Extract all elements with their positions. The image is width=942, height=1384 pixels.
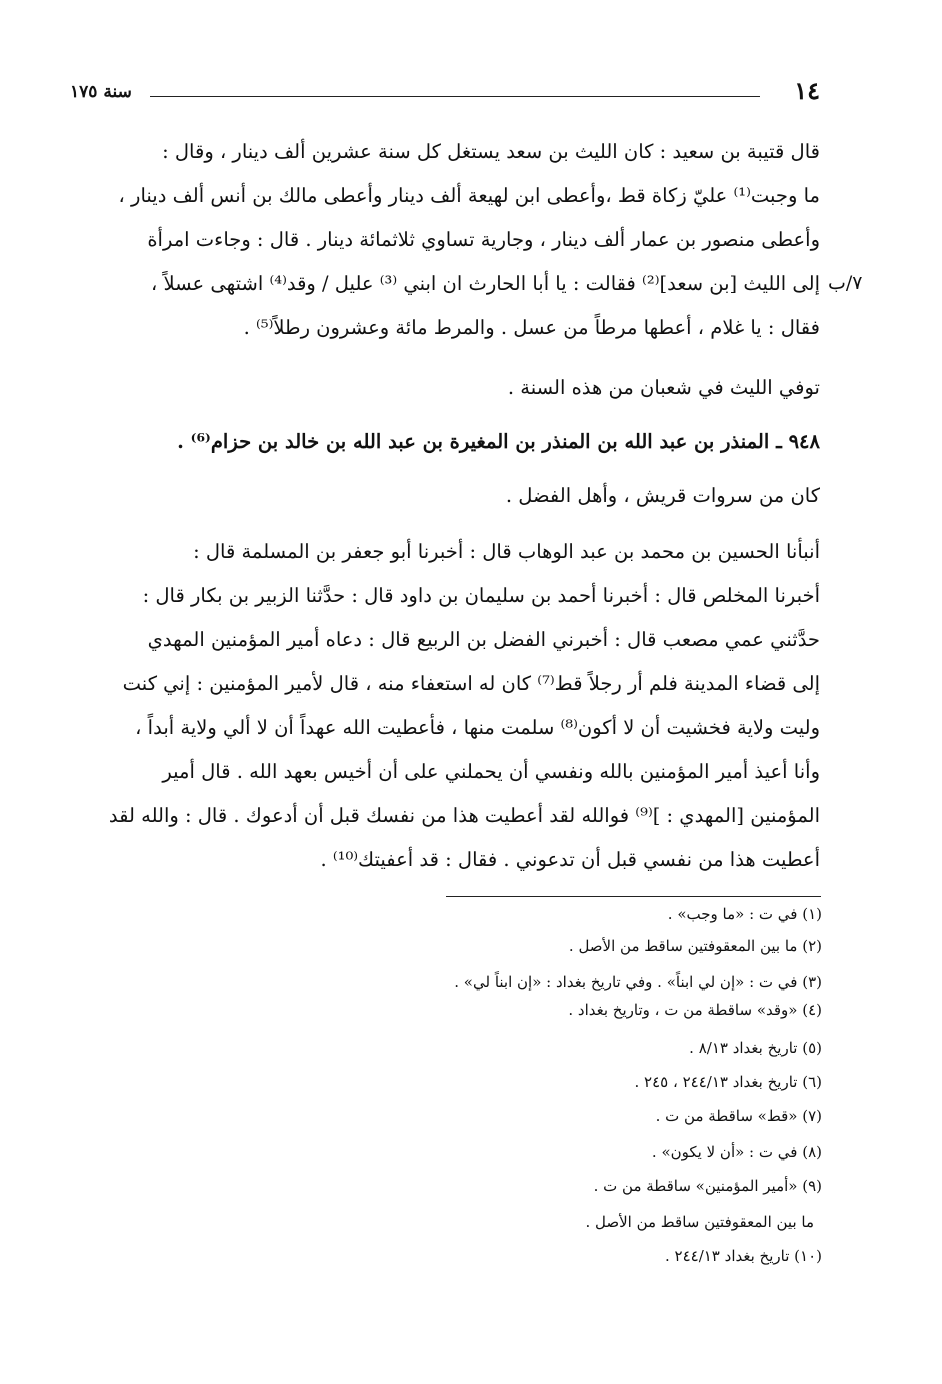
footnote-item: (٦) تاريخ بغداد ٢٤٤/١٣ ، ٢٤٥ .: [634, 1073, 822, 1091]
footnote-item: (٩) «أمير المؤمنين» ساقطة من ت .: [593, 1177, 822, 1195]
text-line: إلى قضاء المدينة فلم أر رجلاً قط⁽⁷⁾ كان له استعفاء منه ، قال لأمير المؤمنين : إني كنت: [122, 672, 820, 695]
footnote-item: (١٠) تاريخ بغداد ٢٤٤/١٣ .: [664, 1247, 822, 1265]
text-line: قال قتيبة بن سعيد : كان الليث بن سعد يستغل كل سنة عشرين ألف دينار ، وقال :: [162, 140, 820, 163]
main-text: [75, 132, 820, 892]
entry-heading: ٩٤٨ ـ المنذر بن عبد الله بن المنذر بن المغيرة بن عبد الله بن خالد بن حزام⁽⁶⁾ .: [177, 430, 820, 453]
text-line: المؤمنين [المهدي : ]⁽⁹⁾ فوالله لقد أعطيت هذا من نفسك قبل أن أدعوك . قال : والله لقد: [108, 804, 820, 827]
text-line: وأنا أعيذ أمير المؤمنين بالله ونفسي أن يحملني على أن أخيس بعهد الله . قال أمير: [162, 760, 820, 783]
footnote-rule: [446, 896, 821, 897]
footnote-item: (٥) تاريخ بغداد ٨/١٣ .: [689, 1039, 822, 1057]
footnote-item: (٢) ما بين المعقوفتين ساقط من الأصل .: [568, 937, 822, 955]
text-line: وليت ولاية فخشيت أن لا أكون⁽⁸⁾ سلمت منها ، فأعطيت الله عهداً أن لا ألي ولاية أبداً ،: [135, 716, 820, 739]
text-line: حدَّثني عمي مصعب قال : أخبرني الفضل بن الربيع قال : دعاه أمير المؤمنين المهدي: [147, 628, 820, 651]
year-label: سنة ١٧٥: [70, 82, 132, 102]
folio-marker: ٧/ب: [828, 272, 863, 294]
footnote-item: (٧) «قط» ساقطة من ت .: [655, 1107, 822, 1125]
text-line: وأعطى منصور بن عمار ألف دينار ، وجارية تساوي ثلاثمائة دينار . قال : وجاءت امرأة: [147, 228, 820, 251]
text-line: إلى الليث [بن سعد]⁽²⁾ فقالت : يا أبا الحارث ان ابني ⁽³⁾ عليل / وقد⁽⁴⁾ اشتهى عسلاً ،: [151, 272, 820, 295]
text-line: أنبأنا الحسين بن محمد بن عبد الوهاب قال : أخبرنا أبو جعفر بن المسلمة قال :: [193, 540, 820, 563]
text-line: أعطيت هذا من نفسي قبل أن تدعوني . فقال : قد أعفيتك⁽¹⁰⁾ .: [320, 848, 820, 871]
text-line: ما وجبت⁽¹⁾ عليّ زكاة قط ،وأعطى ابن لهيعة ألف دينار وأعطى مالك بن أنس ألف دينار ،: [118, 184, 820, 207]
footnote-item: (١) في ت : «ما وجب» .: [667, 905, 822, 923]
footnote-item: (٣) في ت : «إن لي ابناً» . وفي تاريخ بغداد : «إن ابناً لي» .: [454, 973, 822, 991]
text-line: أخبرنا المخلص قال : أخبرنا أحمد بن سليمان بن داود قال : حدَّثنا الزبير بن بكار قال :: [142, 584, 820, 607]
header-rule: [150, 96, 760, 97]
text-line: فقال : يا غلام ، أعطها مرطاً من عسل . والمرط مائة وعشرون رطلاً⁽⁵⁾ .: [243, 316, 820, 339]
page-number: ١٤: [794, 76, 820, 105]
footnote-item: ما بين المعقوفتين ساقط من الأصل .: [585, 1213, 814, 1231]
text-line: كان من سروات قريش ، وأهل الفضل .: [505, 484, 820, 507]
text-line: توفي الليث في شعبان من هذه السنة .: [507, 376, 820, 399]
footnote-item: (٤) «وقد» ساقطة من ت ، وتاريخ بغداد .: [568, 1001, 822, 1019]
running-header: [70, 76, 820, 112]
footnote-item: (٨) في ت : «أن لا يكون» .: [651, 1143, 822, 1161]
